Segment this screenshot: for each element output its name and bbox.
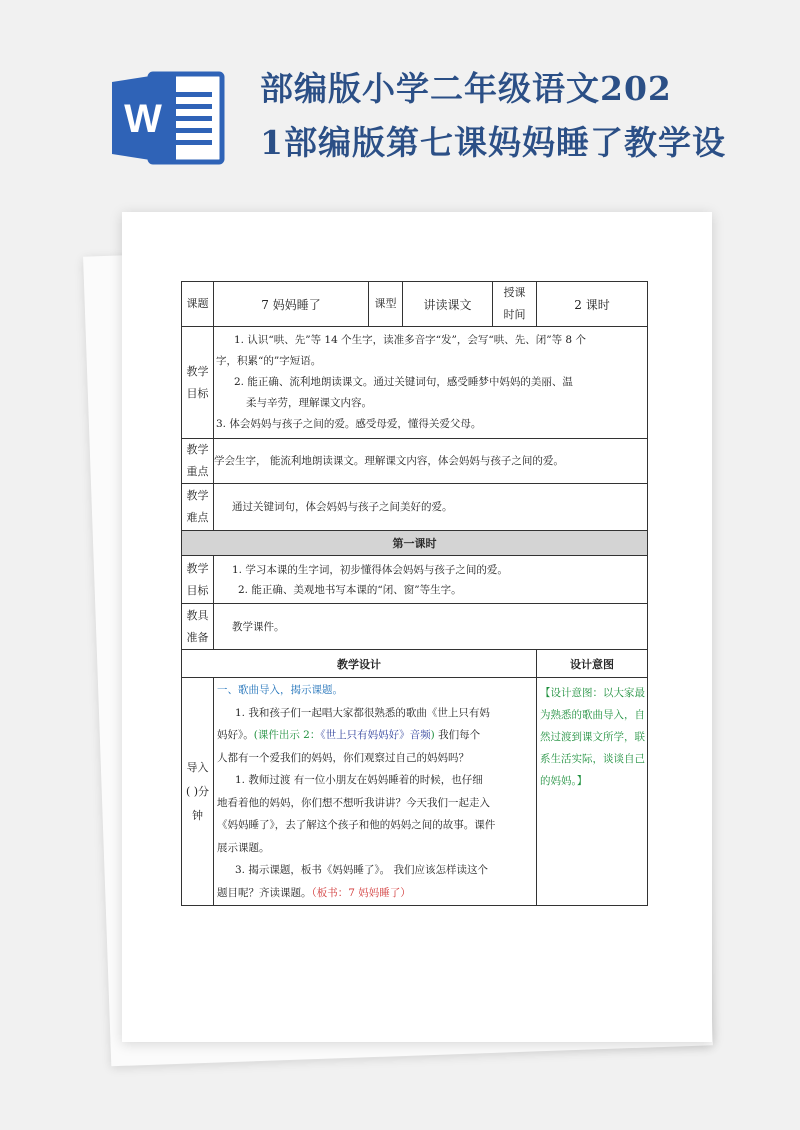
step1-line-2-end: 我们每个: [434, 729, 481, 741]
diff-text: 通过关键词句，体会妈妈与孩子之间美好的爱。: [232, 501, 453, 513]
goal-line-4: 柔与辛劳，理解课文内容。: [246, 397, 372, 409]
title-line-2: 1部编版第七课妈妈睡了教学设: [260, 123, 726, 162]
p-goal-line-1: 1. 学习本课的生字词，初步懂得体会妈妈与孩子之间的爱。: [232, 563, 508, 576]
p-goals-content-cell: [214, 556, 648, 604]
diff-label-cell: [182, 484, 214, 531]
step1-line-1: 1. 我和孩子们一起唱大家都很熟悉的歌曲《世上只有妈: [235, 706, 490, 719]
courseware-audio: 《世上只有妈妈好》音频: [320, 729, 431, 741]
tools-label-cell: [182, 604, 214, 650]
lesson-label-cell: [182, 282, 214, 327]
key-label-cell: [182, 439, 214, 484]
intent-line-2: 为熟悉的歌曲导入，自: [540, 709, 645, 721]
title-line-1: 部编版小学二年级语文202: [260, 69, 672, 108]
step3-line-2-text: 题目呢？齐读课题。: [217, 886, 312, 899]
diff-content-cell: [214, 484, 648, 531]
table-row-tools: [182, 604, 648, 650]
document-title: [260, 62, 780, 170]
word-icon: [110, 68, 230, 168]
intro-content-cell: [214, 678, 537, 906]
goals-label-cell: [182, 327, 214, 439]
step1-line-2: [217, 724, 533, 747]
goal-line-2: 字，积累“的”字短语。: [216, 355, 322, 367]
design-header: 教学设计: [337, 657, 381, 671]
table-row-goals: [182, 327, 648, 439]
step2-line-2: 地看着他的妈妈，你们想不想听我讲讲？今天我们一起走入: [217, 796, 490, 809]
period-header-cell: [182, 531, 648, 556]
table-row-lesson: [182, 282, 648, 327]
p-goals-label-1: 教学: [186, 561, 209, 575]
goal-line-1: 1. 认识“哄、先”等 14 个生字，读准多音字“发”，会写“哄、先、闭”等 8 个: [234, 334, 586, 346]
courseware-label: (课件出示 2：: [253, 729, 321, 741]
hours-label-2: 时间: [503, 308, 526, 321]
intent-header: 设计意图: [570, 657, 614, 671]
table-row-key-points: [182, 439, 648, 484]
p-goals-label-2: 目标: [186, 583, 209, 597]
word-logo-letter: W: [124, 97, 162, 141]
hours-value: 2 课时: [574, 297, 610, 312]
period-header: 第一课时: [392, 537, 437, 550]
type-value: 讲读课文: [423, 297, 472, 312]
intent-line-4: 系生活实际，谈谈自己: [540, 753, 645, 765]
hours-label-1: 授课: [503, 286, 526, 299]
key-content-cell: [214, 439, 648, 484]
intro-label-3: 钟: [192, 808, 203, 822]
goal-line-3: 2. 能正确、流利地朗读课文。通过关键词句，感受睡梦中妈妈的美丽、温: [234, 376, 573, 388]
type-value-cell: [403, 282, 493, 327]
lesson-title-cell: [214, 282, 369, 327]
type-label-cell: [369, 282, 403, 327]
diff-label-1: 教学: [186, 489, 209, 502]
p-goals-label-cell: [182, 556, 214, 604]
tools-text: 教学课件。: [232, 620, 285, 633]
step3-line-2: [217, 882, 533, 905]
lesson-plan-table: [181, 281, 648, 906]
key-label-1: 教学: [186, 443, 209, 456]
table-row-difficulties: [182, 484, 648, 531]
step-title: 一、歌曲导入，揭示课题。: [217, 684, 343, 696]
intent-line-5: 的妈妈。】: [540, 775, 588, 787]
type-label: 课型: [374, 297, 397, 310]
key-label-2: 重点: [186, 465, 209, 478]
intent-line-3: 然过渡到课文所学，联: [540, 731, 645, 743]
diff-label-2: 难点: [186, 511, 209, 524]
intent-content-cell: [537, 678, 648, 906]
step2-line-3: 《妈妈睡了》，去了解这个孩子和他的妈妈之间的故事。课件: [217, 819, 496, 831]
goals-label-2: 目标: [186, 386, 209, 400]
tools-content-cell: [214, 604, 648, 650]
p-goal-line-2: 2. 能正确、美观地书写本课的“闭、窗”等生字。: [238, 583, 462, 596]
table-row-design-header: [182, 650, 648, 678]
table-row-period-header: [182, 531, 648, 556]
goal-line-5: 3. 体会妈妈与孩子之间的爱。感受母爱，懂得关爱父母。: [216, 418, 482, 430]
board-note: （板书：7 妈妈睡了）: [311, 886, 411, 899]
goals-label-1: 教学: [186, 364, 209, 378]
key-text: 学会生字， 能流利地朗读课文。理解课文内容，体会妈妈与孩子之间的爱。: [214, 455, 564, 467]
courseware-close: ): [430, 729, 435, 741]
step2-line-4: 展示课题。: [217, 841, 270, 854]
design-header-cell: [182, 650, 537, 678]
lesson-label: 课题: [186, 297, 209, 310]
tools-label-2: 准备: [186, 630, 209, 644]
step3-line-1: 3. 揭示课题，板书《妈妈睡了》。 我们应该怎样读这个: [235, 864, 488, 876]
step1-line-2-start: 妈好》。: [217, 729, 254, 741]
intro-label-cell: [182, 678, 214, 906]
hours-label-cell: [493, 282, 537, 327]
lesson-title: 7 妈妈睡了: [261, 297, 321, 312]
step1-line-3: 人都有一个爱我们的妈妈，你们观察过自己的妈妈吗？: [217, 751, 469, 764]
tools-label-1: 教具: [186, 608, 209, 622]
table-row-period-goals: [182, 556, 648, 604]
intro-label-2: ( )分: [185, 784, 210, 798]
intro-label-1: 导入: [186, 760, 209, 774]
step2-line-1: 1. 教师过渡 有一位小朋友在妈妈睡着的时候，也仔细: [235, 774, 483, 786]
table-row-intro: [182, 678, 648, 906]
intent-line-1: 【设计意图：以大家最: [540, 687, 645, 699]
goals-content-cell: [214, 327, 648, 439]
hours-value-cell: [537, 282, 648, 327]
intent-header-cell: [537, 650, 648, 678]
